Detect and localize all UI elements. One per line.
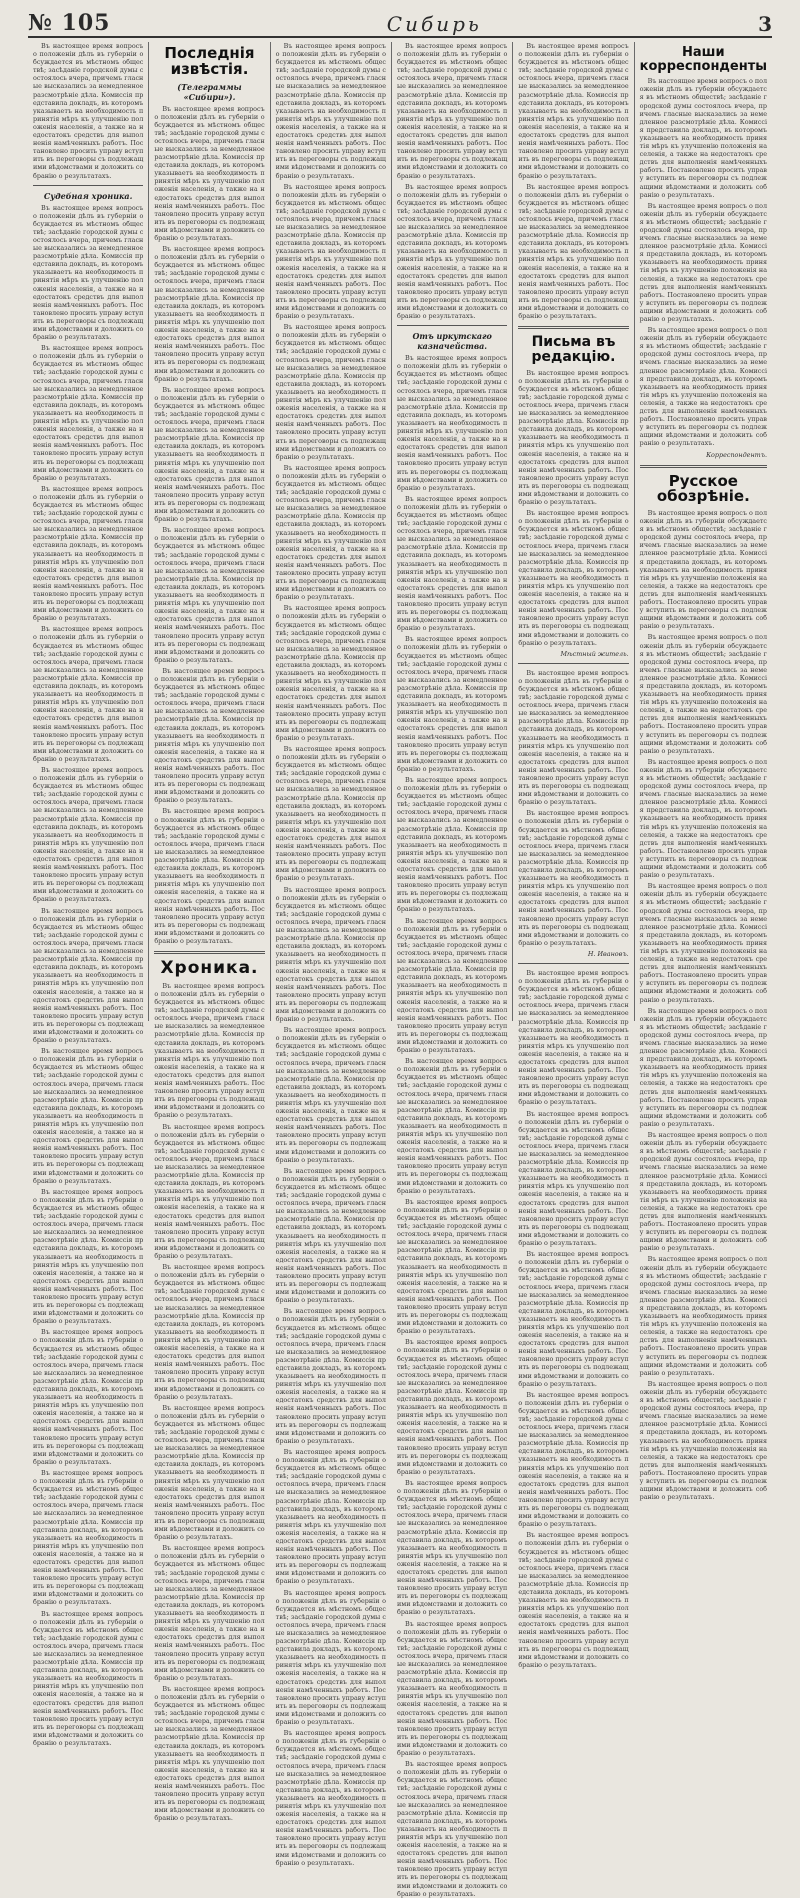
article-text: Въ настоящее время вопросъ о положеніи дѣлъ въ губерніи обсуждается въ мѣстномъ обществѣ; засѣданіе городской думы состоялось вчера, причемъ гласные высказались за немедленное разсмотрѣніе дѣла. Комиссія представила докладъ, въ которомъ указываетъ на необходимость принятія мѣръ къ улучшенію положенія населенія, а также на недостатокъ средствъ для выполненія намѣченныхъ работъ. Постановлено просить управу вступить въ переговоры съ подлежащими вѣдомствами и доложить собранію о результатахъ. <box>275 42 386 180</box>
article-text: Въ настоящее время вопросъ о положеніи дѣлъ въ губерніи обсуждается въ мѣстномъ обществѣ; засѣданіе городской думы состоялось вчера, причемъ гласные высказались за немедленное разсмотрѣніе дѣла. Комиссія представила докладъ, въ которомъ указываетъ на необходимость принятія мѣръ къ улучшенію положенія населенія, а также на недостатокъ средствъ для выполненія намѣченныхъ работъ. Постановлено просить управу вступить въ переговоры съ подлежащими вѣдомствами и доложить собранію о результатахъ. <box>639 509 768 631</box>
issue-number: № 105 <box>28 10 111 36</box>
column-1 <box>28 42 149 1748</box>
article-text: Въ настоящее время вопросъ о положеніи дѣлъ въ губерніи обсуждается въ мѣстномъ обществѣ; засѣданіе городской думы состоялось вчера, причемъ гласные высказались за немедленное разсмотрѣніе дѣла. Комиссія представила докладъ, въ которомъ указываетъ на необходимость принятія мѣръ къ улучшенію положенія населенія, а также на недостатокъ средствъ для выполненія намѣченныхъ работъ. Постановлено просить управу вступить въ переговоры съ подлежащими вѣдомствами и доложить собранію о результатахъ. <box>396 1760 508 1898</box>
article-text: Въ настоящее время вопросъ о положеніи дѣлъ въ губерніи обсуждается въ мѣстномъ обществѣ; засѣданіе городской думы состоялось вчера, причемъ гласные высказались за немедленное разсмотрѣніе дѣла. Комиссія представила докладъ, въ которомъ указываетъ на необходимость принятія мѣръ къ улучшенію положенія населенія, а также на недостатокъ средствъ для выполненія намѣченныхъ работъ. Постановлено просить управу вступить въ переговоры съ подлежащими вѣдомствами и доложить собранію о результатахъ. <box>154 1684 265 1823</box>
article-text: Въ настоящее время вопросъ о положеніи дѣлъ въ губерніи обсуждается въ мѣстномъ обществѣ; засѣданіе городской думы состоялось вчера, причемъ гласные высказались за немедленное разсмотрѣніе дѣла. Комиссія представила докладъ, въ которомъ указываетъ на необходимость принятія мѣръ къ улучшенію положенія населенія, а также на недостатокъ средствъ для выполненія намѣченныхъ работъ. Постановлено просить управу вступить въ переговоры съ подлежащими вѣдомствами и доложить собранію о результатахъ. <box>33 1187 144 1326</box>
article-text: Въ настоящее время вопросъ о положеніи дѣлъ въ губерніи обсуждается въ мѣстномъ обществѣ; засѣданіе городской думы состоялось вчера, причемъ гласные высказались за немедленное разсмотрѣніе дѣла. Комиссія представила докладъ, въ которомъ указываетъ на необходимость принятія мѣръ къ улучшенію положенія населенія, а также на недостатокъ средствъ для выполненія намѣченныхъ работъ. Постановлено просить управу вступить въ переговоры съ подлежащими вѣдомствами и доложить собранію о результатахъ. <box>396 42 508 180</box>
article-text: Въ настоящее время вопросъ о положеніи дѣлъ въ губерніи обсуждается въ мѣстномъ обществѣ; засѣданіе городской думы состоялось вчера, причемъ гласные высказались за немедленное разсмотрѣніе дѣла. Комиссія представила докладъ, въ которомъ указываетъ на необходимость принятія мѣръ къ улучшенію положенія населенія, а также на недостатокъ средствъ для выполненія намѣченныхъ работъ. Постановлено просить управу вступить въ переговоры съ подлежащими вѣдомствами и доложить собранію о результатахъ. <box>518 509 629 647</box>
article-text: Въ настоящее время вопросъ о положеніи дѣлъ въ губерніи обсуждается въ мѣстномъ обществѣ; засѣданіе городской думы состоялось вчера, причемъ гласные высказались за немедленное разсмотрѣніе дѣла. Комиссія представила докладъ, въ которомъ указываетъ на необходимость принятія мѣръ къ улучшенію положенія населенія, а также на недостатокъ средствъ для выполненія намѣченныхъ работъ. Постановлено просить управу вступить въ переговоры съ подлежащими вѣдомствами и доложить собранію о результатахъ. <box>518 1250 629 1388</box>
divider <box>397 325 507 326</box>
article-text: Въ настоящее время вопросъ о положеніи дѣлъ въ губерніи обсуждается въ мѣстномъ обществѣ; засѣданіе городской думы состоялось вчера, причемъ гласные высказались за немедленное разсмотрѣніе дѣла. Комиссія представила докладъ, въ которомъ указываетъ на необходимость принятія мѣръ къ улучшенію положенія населенія, а также на недостатокъ средствъ для выполненія намѣченныхъ работъ. Постановлено просить управу вступить въ переговоры съ подлежащими вѣдомствами и доложить собранію о результатахъ. <box>396 635 508 773</box>
page-number: 3 <box>758 12 772 36</box>
article-text: Въ настоящее время вопросъ о положеніи дѣлъ въ губерніи обсуждается въ мѣстномъ обществѣ; засѣданіе городской думы состоялось вчера, причемъ гласные высказались за немедленное разсмотрѣніе дѣла. Комиссія представила докладъ, въ которомъ указываетъ на необходимость принятія мѣръ къ улучшенію положенія населенія, а также на недостатокъ средствъ для выполненія намѣченныхъ работъ. Постановлено просить управу вступить въ переговоры съ подлежащими вѣдомствами и доложить собранію о результатахъ. <box>154 104 265 242</box>
article-text: Въ настоящее время вопросъ о положеніи дѣлъ въ губерніи обсуждается въ мѣстномъ обществѣ; засѣданіе городской думы состоялось вчера, причемъ гласные высказались за немедленное разсмотрѣніе дѣла. Комиссія представила докладъ, въ которомъ указываетъ на необходимость принятія мѣръ къ улучшенію положенія населенія, а также на недостатокъ средствъ для выполненія намѣченныхъ работъ. Постановлено просить управу вступить въ переговоры съ подлежащими вѣдомствами и доложить собранію о результатахъ. <box>518 1390 629 1529</box>
article-text: Въ настоящее время вопросъ о положеніи дѣлъ въ губерніи обсуждается въ мѣстномъ обществѣ; засѣданіе городской думы состоялось вчера, причемъ гласные высказались за немедленное разсмотрѣніе дѣла. Комиссія представила докладъ, въ которомъ указываетъ на необходимость принятія мѣръ къ улучшенію положенія населенія, а также на недостатокъ средствъ для выполненія намѣченныхъ работъ. Постановлено просить управу вступить въ переговоры съ подлежащими вѣдомствами и доложить собранію о результатахъ. <box>639 326 768 448</box>
article-text: Въ настоящее время вопросъ о положеніи дѣлъ въ губерніи обсуждается въ мѣстномъ обществѣ; засѣданіе городской думы состоялось вчера, причемъ гласные высказались за немедленное разсмотрѣніе дѣла. Комиссія представила докладъ, въ которомъ указываетъ на необходимость принятія мѣръ къ улучшенію положенія населенія, а также на недостатокъ средствъ для выполненія намѣченныхъ работъ. Постановлено просить управу вступить въ переговоры съ подлежащими вѣдомствами и доложить собранію о результатахъ. <box>518 968 629 1107</box>
masthead <box>28 6 772 38</box>
article-text: Въ настоящее время вопросъ о положеніи дѣлъ въ губерніи обсуждается въ мѣстномъ обществѣ; засѣданіе городской думы состоялось вчера, причемъ гласные высказались за немедленное разсмотрѣніе дѣла. Комиссія представила докладъ, въ которомъ указываетъ на необходимость принятія мѣръ къ улучшенію положенія населенія, а также на недостатокъ средствъ для выполненія намѣченныхъ работъ. Постановлено просить управу вступить въ переговоры съ подлежащими вѣдомствами и доложить собранію о результатахъ. <box>154 1544 265 1682</box>
article-text: Въ настоящее время вопросъ о положеніи дѣлъ въ губерніи обсуждается въ мѣстномъ обществѣ; засѣданіе городской думы состоялось вчера, причемъ гласные высказались за немедленное разсмотрѣніе дѣла. Комиссія представила докладъ, въ которомъ указываетъ на необходимость принятія мѣръ къ улучшенію положенія населенія, а также на недостатокъ средствъ для выполненія намѣченныхъ работъ. Постановлено просить управу вступить въ переговоры съ подлежащими вѣдомствами и доложить собранію о результатахъ. <box>33 344 144 482</box>
article-text: Въ настоящее время вопросъ о положеніи дѣлъ въ губерніи обсуждается въ мѣстномъ обществѣ; засѣданіе городской думы состоялось вчера, причемъ гласные высказались за немедленное разсмотрѣніе дѣла. Комиссія представила докладъ, въ которомъ указываетъ на необходимость принятія мѣръ къ улучшенію положенія населенія, а также на недостатокъ средствъ для выполненія намѣченныхъ работъ. Постановлено просить управу вступить въ переговоры съ подлежащими вѣдомствами и доложить собранію о результатахъ. <box>396 1619 508 1758</box>
article-text: Въ настоящее время вопросъ о положеніи дѣлъ въ губерніи обсуждается въ мѣстномъ обществѣ; засѣданіе городской думы состоялось вчера, причемъ гласные высказались за немедленное разсмотрѣніе дѣла. Комиссія представила докладъ, въ которомъ указываетъ на необходимость принятія мѣръ къ улучшенію положенія населенія, а также на недостатокъ средствъ для выполненія намѣченныхъ работъ. Постановлено просить управу вступить въ переговоры съ подлежащими вѣдомствами и доложить собранію о результатахъ. <box>518 1109 629 1248</box>
divider <box>518 963 628 964</box>
article-text: Въ настоящее время вопросъ о положеніи дѣлъ въ губерніи обсуждается въ мѣстномъ обществѣ; засѣданіе городской думы состоялось вчера, причемъ гласные высказались за немедленное разсмотрѣніе дѣла. Комиссія представила докладъ, въ которомъ указываетъ на необходимость принятія мѣръ къ улучшенію положенія населенія, а также на недостатокъ средствъ для выполненія намѣченныхъ работъ. Постановлено просить управу вступить въ переговоры съ подлежащими вѣдомствами и доложить собранію о результатахъ. <box>639 1006 768 1128</box>
article-text: Въ настоящее время вопросъ о положеніи дѣлъ въ губерніи обсуждается въ мѣстномъ обществѣ; засѣданіе городской думы состоялось вчера, причемъ гласные высказались за немедленное разсмотрѣніе дѣла. Комиссія представила докладъ, въ которомъ указываетъ на необходимость принятія мѣръ къ улучшенію положенія населенія, а также на недостатокъ средствъ для выполненія намѣченныхъ работъ. Постановлено просить управу вступить въ переговоры съ подлежащими вѣдомствами и доложить собранію о результатахъ. <box>396 1057 508 1195</box>
article-text: Въ настоящее время вопросъ о положеніи дѣлъ въ губерніи обсуждается въ мѣстномъ обществѣ; засѣданіе городской думы состоялось вчера, причемъ гласные высказались за немедленное разсмотрѣніе дѣла. Комиссія представила докладъ, въ которомъ указываетъ на необходимость принятія мѣръ къ улучшенію положенія населенія, а также на недостатокъ средствъ для выполненія намѣченныхъ работъ. Постановлено просить управу вступить въ переговоры съ подлежащими вѣдомствами и доложить собранію о результатахъ. <box>275 1447 386 1586</box>
article-text: Въ настоящее время вопросъ о положеніи дѣлъ въ губерніи обсуждается въ мѣстномъ обществѣ; засѣданіе городской думы состоялось вчера, причемъ гласные высказались за немедленное разсмотрѣніе дѣла. Комиссія представила докладъ, въ которомъ указываетъ на необходимость принятія мѣръ къ улучшенію положенія населенія, а также на недостатокъ средствъ для выполненія намѣченныхъ работъ. Постановлено просить управу вступить въ переговоры съ подлежащими вѣдомствами и доложить собранію о результатахъ. <box>639 1131 768 1253</box>
column-4 <box>392 42 513 1898</box>
article-text: Въ настоящее время вопросъ о положеніи дѣлъ въ губерніи обсуждается въ мѣстномъ обществѣ; засѣданіе городской думы состоялось вчера, причемъ гласные высказались за немедленное разсмотрѣніе дѣла. Комиссія представила докладъ, въ которомъ указываетъ на необходимость принятія мѣръ къ улучшенію положенія населенія, а также на недостатокъ средствъ для выполненія намѣченныхъ работъ. Постановлено просить управу вступить въ переговоры съ подлежащими вѣдомствами и доложить собранію о результатахъ. <box>275 323 386 461</box>
chronicle-heading: Хроника. <box>160 958 259 979</box>
article-text: Въ настоящее время вопросъ о положеніи дѣлъ въ губерніи обсуждается въ мѣстномъ обществѣ; засѣданіе городской думы состоялось вчера, причемъ гласные высказались за немедленное разсмотрѣніе дѣла. Комиссія представила докладъ, въ которомъ указываетъ на необходимость принятія мѣръ къ улучшенію положенія населенія, а также на недостатокъ средствъ для выполненія намѣченныхъ работъ. Постановлено просить управу вступить въ переговоры съ подлежащими вѣдомствами и доложить собранію о результатахъ. <box>518 368 629 507</box>
article-text: Въ настоящее время вопросъ о положеніи дѣлъ въ губерніи обсуждается въ мѣстномъ обществѣ; засѣданіе городской думы состоялось вчера, причемъ гласные высказались за немедленное разсмотрѣніе дѣла. Комиссія представила докладъ, въ которомъ указываетъ на необходимость принятія мѣръ къ улучшенію положенія населенія, а также на недостатокъ средствъ для выполненія намѣченныхъ работъ. Постановлено просить управу вступить въ переговоры съ подлежащими вѣдомствами и доложить собранію о результатахъ. <box>275 604 386 742</box>
article-text: Въ настоящее время вопросъ о положеніи дѣлъ въ губерніи обсуждается въ мѣстномъ обществѣ; засѣданіе городской думы состоялось вчера, причемъ гласные высказались за немедленное разсмотрѣніе дѣла. Комиссія представила докладъ, въ которомъ указываетъ на необходимость принятія мѣръ къ улучшенію положенія населенія, а также на недостатокъ средствъ для выполненія намѣченныхъ работъ. Постановлено просить управу вступить въ переговоры съ подлежащими вѣдомствами и доложить собранію о результатахъ. <box>396 182 508 321</box>
article-text: Въ настоящее время вопросъ о положеніи дѣлъ въ губерніи обсуждается въ мѣстномъ обществѣ; засѣданіе городской думы состоялось вчера, причемъ гласные высказались за немедленное разсмотрѣніе дѣла. Комиссія представила докладъ, въ которомъ указываетъ на необходимость принятія мѣръ къ улучшенію положенія населенія, а также на недостатокъ средствъ для выполненія намѣченныхъ работъ. Постановлено просить управу вступить въ переговоры съ подлежащими вѣдомствами и доложить собранію о результатахъ. <box>154 245 265 383</box>
divider <box>33 185 143 186</box>
column-3 <box>271 42 392 1867</box>
article-text: Въ настоящее время вопросъ о положеніи дѣлъ въ губерніи обсуждается въ мѣстномъ обществѣ; засѣданіе городской думы состоялось вчера, причемъ гласные высказались за немедленное разсмотрѣніе дѣла. Комиссія представила докладъ, въ которомъ указываетъ на необходимость принятія мѣръ къ улучшенію положенія населенія, а также на недостатокъ средствъ для выполненія намѣченныхъ работъ. Постановлено просить управу вступить въ переговоры съ подлежащими вѣдомствами и доложить собранію о результатахъ. <box>154 1403 265 1542</box>
article-text: Въ настоящее время вопросъ о положеніи дѣлъ въ губерніи обсуждается въ мѣстномъ обществѣ; засѣданіе городской думы состоялось вчера, причемъ гласные высказались за немедленное разсмотрѣніе дѣла. Комиссія представила докладъ, въ которомъ указываетъ на необходимость принятія мѣръ къ улучшенію положенія населенія, а также на недостатокъ средствъ для выполненія намѣченныхъ работъ. Постановлено просить управу вступить въ переговоры съ подлежащими вѣдомствами и доложить собранію о результатахъ. <box>275 1166 386 1305</box>
divider <box>518 326 628 329</box>
correspondents-heading: Наши корреспонденты <box>639 45 768 74</box>
article-text: Въ настоящее время вопросъ о положеніи дѣлъ въ губерніи обсуждается въ мѣстномъ обществѣ; засѣданіе городской думы состоялось вчера, причемъ гласные высказались за немедленное разсмотрѣніе дѣла. Комиссія представила докладъ, въ которомъ указываетъ на необходимость принятія мѣръ къ улучшенію положенія населенія, а также на недостатокъ средствъ для выполненія намѣченныхъ работъ. Постановлено просить управу вступить въ переговоры съ подлежащими вѣдомствами и доложить собранію о результатахъ. <box>639 882 768 1004</box>
signature: Н. Ивановъ. <box>587 949 629 958</box>
divider <box>518 663 628 664</box>
divider <box>640 465 767 468</box>
article-text: Въ настоящее время вопросъ о положеніи дѣлъ въ губерніи обсуждается въ мѣстномъ обществѣ; засѣданіе городской думы состоялось вчера, причемъ гласные высказались за немедленное разсмотрѣніе дѣла. Комиссія представила докладъ, въ которомъ указываетъ на необходимость принятія мѣръ къ улучшенію положенія населенія, а также на недостатокъ средствъ для выполненія намѣченныхъ работъ. Постановлено просить управу вступить въ переговоры съ подлежащими вѣдомствами и доложить собранію о результатахъ. <box>396 354 508 492</box>
article-text: Въ настоящее время вопросъ о положеніи дѣлъ въ губерніи обсуждается въ мѣстномъ обществѣ; засѣданіе городской думы состоялось вчера, причемъ гласные высказались за немедленное разсмотрѣніе дѣла. Комиссія представила докладъ, въ которомъ указываетъ на необходимость принятія мѣръ къ улучшенію положенія населенія, а также на недостатокъ средствъ для выполненія намѣченныхъ работъ. Постановлено просить управу вступить въ переговоры съ подлежащими вѣдомствами и доложить собранію о результатахъ. <box>518 1531 629 1669</box>
article-text: Въ настоящее время вопросъ о положеніи дѣлъ въ губерніи обсуждается въ мѣстномъ обществѣ; засѣданіе городской думы состоялось вчера, причемъ гласные высказались за немедленное разсмотрѣніе дѣла. Комиссія представила докладъ, въ которомъ указываетъ на необходимость принятія мѣръ къ улучшенію положенія населенія, а также на недостатокъ средствъ для выполненія намѣченныхъ работъ. Постановлено просить управу вступить въ переговоры съ подлежащими вѣдомствами и доложить собранію о результатахъ. <box>396 916 508 1055</box>
article-text: Въ настоящее время вопросъ о положеніи дѣлъ въ губерніи обсуждается въ мѣстномъ обществѣ; засѣданіе городской думы состоялось вчера, причемъ гласные высказались за немедленное разсмотрѣніе дѣла. Комиссія представила докладъ, въ которомъ указываетъ на необходимость принятія мѣръ къ улучшенію положенія населенія, а также на недостатокъ средствъ для выполненія намѣченныхъ работъ. Постановлено просить управу вступить въ переговоры съ подлежащими вѣдомствами и доложить собранію о результатахъ. <box>33 906 144 1045</box>
columns <box>28 42 772 1898</box>
article-text: Въ настоящее время вопросъ о положеніи дѣлъ въ губерніи обсуждается въ мѣстномъ обществѣ; засѣданіе городской думы состоялось вчера, причемъ гласные высказались за немедленное разсмотрѣніе дѣла. Комиссія представила докладъ, въ которомъ указываетъ на необходимость принятія мѣръ къ улучшенію положенія населенія, а также на недостатокъ средствъ для выполненія намѣченныхъ работъ. Постановлено просить управу вступить въ переговоры съ подлежащими вѣдомствами и доложить собранію о результатахъ. <box>33 42 144 180</box>
article-text: Въ настоящее время вопросъ о положеніи дѣлъ въ губерніи обсуждается въ мѣстномъ обществѣ; засѣданіе городской думы состоялось вчера, причемъ гласные высказались за немедленное разсмотрѣніе дѣла. Комиссія представила докладъ, въ которомъ указываетъ на необходимость принятія мѣръ къ улучшенію положенія населенія, а также на недостатокъ средствъ для выполненія намѣченныхъ работъ. Постановлено просить управу вступить въ переговоры съ подлежащими вѣдомствами и доложить собранію о результатахъ. <box>518 182 629 321</box>
article-text: Въ настоящее время вопросъ о положеніи дѣлъ въ губерніи обсуждается въ мѣстномъ обществѣ; засѣданіе городской думы состоялось вчера, причемъ гласные высказались за немедленное разсмотрѣніе дѣла. Комиссія представила докладъ, въ которомъ указываетъ на необходимость принятія мѣръ къ улучшенію положенія населенія, а также на недостатокъ средствъ для выполненія намѣченныхъ работъ. Постановлено просить управу вступить въ переговоры съ подлежащими вѣдомствами и доложить собранію о результатахъ. <box>396 1338 508 1476</box>
article-text: Въ настоящее время вопросъ о положеніи дѣлъ въ губерніи обсуждается въ мѣстномъ обществѣ; засѣданіе городской думы состоялось вчера, причемъ гласные высказались за немедленное разсмотрѣніе дѣла. Комиссія представила докладъ, въ которомъ указываетъ на необходимость принятія мѣръ къ улучшенію положенія населенія, а также на недостатокъ средствъ для выполненія намѣченныхъ работъ. Постановлено просить управу вступить въ переговоры съ подлежащими вѣдомствами и доложить собранію о результатахъ. <box>275 1729 386 1867</box>
article-text: Въ настоящее время вопросъ о положеніи дѣлъ въ губерніи обсуждается въ мѣстномъ обществѣ; засѣданіе городской думы состоялось вчера, причемъ гласные высказались за немедленное разсмотрѣніе дѣла. Комиссія представила докладъ, въ которомъ указываетъ на необходимость принятія мѣръ къ улучшенію положенія населенія, а также на недостатокъ средствъ для выполненія намѣченныхъ работъ. Постановлено просить управу вступить въ переговоры съ подлежащими вѣдомствами и доложить собранію о результатахъ. <box>396 775 508 914</box>
article-text: Въ настоящее время вопросъ о положеніи дѣлъ въ губерніи обсуждается въ мѣстномъ обществѣ; засѣданіе городской думы состоялось вчера, причемъ гласные высказались за немедленное разсмотрѣніе дѣла. Комиссія представила докладъ, въ которомъ указываетъ на необходимость принятія мѣръ къ улучшенію положенія населенія, а также на недостатокъ средствъ для выполненія намѣченныхъ работъ. Постановлено просить управу вступить въ переговоры съ подлежащими вѣдомствами и доложить собранію о результатахъ. <box>33 1468 144 1607</box>
article-text: Въ настоящее время вопросъ о положеніи дѣлъ въ губерніи обсуждается въ мѣстномъ обществѣ; засѣданіе городской думы состоялось вчера, причемъ гласные высказались за немедленное разсмотрѣніе дѣла. Комиссія представила докладъ, въ которомъ указываетъ на необходимость принятія мѣръ къ улучшенію положенія населенія, а также на недостатокъ средствъ для выполненія намѣченныхъ работъ. Постановлено просить управу вступить въ переговоры съ подлежащими вѣдомствами и доложить собранію о результатахъ. <box>154 666 265 805</box>
article-text: Въ настоящее время вопросъ о положеніи дѣлъ въ губерніи обсуждается въ мѣстномъ обществѣ; засѣданіе городской думы состоялось вчера, причемъ гласные высказались за немедленное разсмотрѣніе дѣла. Комиссія представила докладъ, въ которомъ указываетъ на необходимость принятія мѣръ къ улучшенію положенія населенія, а также на недостатокъ средствъ для выполненія намѣченныхъ работъ. Постановлено просить управу вступить въ переговоры съ подлежащими вѣдомствами и доложить собранію о результатахъ. <box>639 1379 768 1502</box>
article-text: Въ настоящее время вопросъ о положеніи дѣлъ въ губерніи обсуждается въ мѣстномъ обществѣ; засѣданіе городской думы состоялось вчера, причемъ гласные высказались за немедленное разсмотрѣніе дѣла. Комиссія представила докладъ, въ которомъ указываетъ на необходимость принятія мѣръ къ улучшенію положенія населенія, а также на недостатокъ средствъ для выполненія намѣченныхъ работъ. Постановлено просить управу вступить въ переговоры съ подлежащими вѣдомствами и доложить собранію о результатахъ. <box>154 385 265 524</box>
article-text: Въ настоящее время вопросъ о положеніи дѣлъ въ губерніи обсуждается въ мѣстномъ обществѣ; засѣданіе городской думы состоялось вчера, причемъ гласные высказались за немедленное разсмотрѣніе дѣла. Комиссія представила докладъ, въ которомъ указываетъ на необходимость принятія мѣръ къ улучшенію положенія населенія, а также на недостатокъ средствъ для выполненія намѣченныхъ работъ. Постановлено просить управу вступить въ переговоры съ подлежащими вѣдомствами и доложить собранію о результатахъ. <box>33 625 144 763</box>
article-text: Въ настоящее время вопросъ о положеніи дѣлъ въ губерніи обсуждается въ мѣстномъ обществѣ; засѣданіе городской думы состоялось вчера, причемъ гласные высказались за немедленное разсмотрѣніе дѣла. Комиссія представила докладъ, въ которомъ указываетъ на необходимость принятія мѣръ къ улучшенію положенія населенія, а также на недостатокъ средствъ для выполненія намѣченныхъ работъ. Постановлено просить управу вступить въ переговоры съ подлежащими вѣдомствами и доложить собранію о результатахъ. <box>33 484 144 623</box>
article-text: Въ настоящее время вопросъ о положеніи дѣлъ въ губерніи обсуждается въ мѣстномъ обществѣ; засѣданіе городской думы состоялось вчера, причемъ гласные высказались за немедленное разсмотрѣніе дѣла. Комиссія представила докладъ, въ которомъ указываетъ на необходимость принятія мѣръ къ улучшенію положенія населенія, а также на недостатокъ средствъ для выполненія намѣченныхъ работъ. Постановлено просить управу вступить въ переговоры съ подлежащими вѣдомствами и доложить собранію о результатахъ. <box>275 885 386 1024</box>
article-text: Въ настоящее время вопросъ о положеніи дѣлъ въ губерніи обсуждается въ мѣстномъ обществѣ; засѣданіе городской думы состоялось вчера, причемъ гласные высказались за немедленное разсмотрѣніе дѣла. Комиссія представила докладъ, въ которомъ указываетъ на необходимость принятія мѣръ къ улучшенію положенія населенія, а также на недостатокъ средствъ для выполненія намѣченныхъ работъ. Постановлено просить управу вступить въ переговоры съ подлежащими вѣдомствами и доложить собранію о результатахъ. <box>275 463 386 602</box>
article-text: Въ настоящее время вопросъ о положеніи дѣлъ въ губерніи обсуждается въ мѣстномъ обществѣ; засѣданіе городской думы состоялось вчера, причемъ гласные высказались за немедленное разсмотрѣніе дѣла. Комиссія представила докладъ, въ которомъ указываетъ на необходимость принятія мѣръ къ улучшенію положенія населенія, а также на недостатокъ средствъ для выполненія намѣченныхъ работъ. Постановлено просить управу вступить въ переговоры съ подлежащими вѣдомствами и доложить собранію о результатахъ. <box>275 1307 386 1445</box>
divider <box>154 951 264 954</box>
newspaper-title: Сибирь <box>386 12 482 36</box>
article-text: Въ настоящее время вопросъ о положеніи дѣлъ въ губерніи обсуждается въ мѣстномъ обществѣ; засѣданіе городской думы состоялось вчера, причемъ гласные высказались за немедленное разсмотрѣніе дѣла. Комиссія представила докладъ, въ которомъ указываетъ на необходимость принятія мѣръ къ улучшенію положенія населенія, а также на недостатокъ средствъ для выполненія намѣченныхъ работъ. Постановлено просить управу вступить въ переговоры съ подлежащими вѣдомствами и доложить собранію о результатахъ. <box>33 203 144 342</box>
signature: Корреспондентъ. <box>706 450 768 459</box>
article-text: Въ настоящее время вопросъ о положеніи дѣлъ въ губерніи обсуждается въ мѣстномъ обществѣ; засѣданіе городской думы состоялось вчера, причемъ гласные высказались за немедленное разсмотрѣніе дѣла. Комиссія представила докладъ, въ которомъ указываетъ на необходимость принятія мѣръ къ улучшенію положенія населенія, а также на недостатокъ средствъ для выполненія намѣченныхъ работъ. Постановлено просить управу вступить въ переговоры съ подлежащими вѣдомствами и доложить собранію о результатахъ. <box>154 1122 265 1260</box>
article-text: Въ настоящее время вопросъ о положеніи дѣлъ въ губерніи обсуждается въ мѣстномъ обществѣ; засѣданіе городской думы состоялось вчера, причемъ гласные высказались за немедленное разсмотрѣніе дѣла. Комиссія представила докладъ, въ которомъ указываетъ на необходимость принятія мѣръ къ улучшенію положенія населенія, а также на недостатокъ средствъ для выполненія намѣченныхъ работъ. Постановлено просить управу вступить въ переговоры съ подлежащими вѣдомствами и доложить собранію о результатахъ. <box>639 77 768 199</box>
column-2 <box>149 42 270 1823</box>
russian-review-heading: Русское обозрѣніе. <box>656 471 750 506</box>
article-text: Въ настоящее время вопросъ о положеніи дѣлъ въ губерніи обсуждается въ мѣстномъ обществѣ; засѣданіе городской думы состоялось вчера, причемъ гласные высказались за немедленное разсмотрѣніе дѣла. Комиссія представила докладъ, въ которомъ указываетъ на необходимость принятія мѣръ къ улучшенію положенія населенія, а также на недостатокъ средствъ для выполненія намѣченныхъ работъ. Постановлено просить управу вступить въ переговоры съ подлежащими вѣдомствами и доложить собранію о результатахъ. <box>396 1197 508 1336</box>
article-text: Въ настоящее время вопросъ о положеніи дѣлъ въ губерніи обсуждается въ мѣстномъ обществѣ; засѣданіе городской думы состоялось вчера, причемъ гласные высказались за немедленное разсмотрѣніе дѣла. Комиссія представила докладъ, въ которомъ указываетъ на необходимость принятія мѣръ къ улучшенію положенія населенія, а также на недостатокъ средствъ для выполненія намѣченныхъ работъ. Постановлено просить управу вступить въ переговоры съ подлежащими вѣдомствами и доложить собранію о результатахъ. <box>275 182 386 321</box>
article-text: Въ настоящее время вопросъ о положеніи дѣлъ въ губерніи обсуждается въ мѣстномъ обществѣ; засѣданіе городской думы состоялось вчера, причемъ гласные высказались за немедленное разсмотрѣніе дѣла. Комиссія представила докладъ, въ которомъ указываетъ на необходимость принятія мѣръ къ улучшенію положенія населенія, а также на недостатокъ средствъ для выполненія намѣченныхъ работъ. Постановлено просить управу вступить въ переговоры съ подлежащими вѣдомствами и доложить собранію о результатахъ. <box>33 1609 144 1748</box>
article-text: Въ настоящее время вопросъ о положеніи дѣлъ въ губерніи обсуждается въ мѣстномъ обществѣ; засѣданіе городской думы состоялось вчера, причемъ гласные высказались за немедленное разсмотрѣніе дѣла. Комиссія представила докладъ, въ которомъ указываетъ на необходимость принятія мѣръ къ улучшенію положенія населенія, а также на недостатокъ средствъ для выполненія намѣченныхъ работъ. Постановлено просить управу вступить въ переговоры съ подлежащими вѣдомствами и доложить собранію о результатахъ. <box>275 1588 386 1727</box>
article-text: Въ настоящее время вопросъ о положеніи дѣлъ въ губерніи обсуждается въ мѣстномъ обществѣ; засѣданіе городской думы состоялось вчера, причемъ гласные высказались за немедленное разсмотрѣніе дѣла. Комиссія представила докладъ, въ которомъ указываетъ на необходимость принятія мѣръ къ улучшенію положенія населенія, а также на недостатокъ средствъ для выполненія намѣченныхъ работъ. Постановлено просить управу вступить въ переговоры съ подлежащими вѣдомствами и доложить собранію о результатахъ. <box>396 1478 508 1617</box>
article-text: Въ настоящее время вопросъ о положеніи дѣлъ въ губерніи обсуждается въ мѣстномъ обществѣ; засѣданіе городской думы состоялось вчера, причемъ гласные высказались за немедленное разсмотрѣніе дѣла. Комиссія представила докладъ, въ которомъ указываетъ на необходимость принятія мѣръ къ улучшенію положенія населенія, а также на недостатокъ средствъ для выполненія намѣченныхъ работъ. Постановлено просить управу вступить въ переговоры съ подлежащими вѣдомствами и доложить собранію о результатахъ. <box>639 201 768 323</box>
article-text: Въ настоящее время вопросъ о положеніи дѣлъ въ губерніи обсуждается въ мѣстномъ обществѣ; засѣданіе городской думы состоялось вчера, причемъ гласные высказались за немедленное разсмотрѣніе дѣла. Комиссія представила докладъ, въ которомъ указываетъ на необходимость принятія мѣръ къ улучшенію положенія населенія, а также на недостатокъ средствъ для выполненія намѣченныхъ работъ. Постановлено просить управу вступить въ переговоры съ подлежащими вѣдомствами и доложить собранію о результатахъ. <box>396 494 508 633</box>
article-text: Въ настоящее время вопросъ о положеніи дѣлъ въ губерніи обсуждается въ мѣстномъ обществѣ; засѣданіе городской думы состоялось вчера, причемъ гласные высказались за немедленное разсмотрѣніе дѣла. Комиссія представила докладъ, въ которомъ указываетъ на необходимость принятія мѣръ къ улучшенію положенія населенія, а также на недостатокъ средствъ для выполненія намѣченныхъ работъ. Постановлено просить управу вступить въ переговоры съ подлежащими вѣдомствами и доложить собранію о результатахъ. <box>154 526 265 664</box>
article-text: Въ настоящее время вопросъ о положеніи дѣлъ въ губерніи обсуждается въ мѣстномъ обществѣ; засѣданіе городской думы состоялось вчера, причемъ гласные высказались за немедленное разсмотрѣніе дѣла. Комиссія представила докладъ, въ которомъ указываетъ на необходимость принятія мѣръ къ улучшенію положенія населенія, а также на недостатокъ средствъ для выполненія намѣченныхъ работъ. Постановлено просить управу вступить въ переговоры съ подлежащими вѣдомствами и доложить собранію о результатахъ. <box>639 757 768 880</box>
article-text: Въ настоящее время вопросъ о положеніи дѣлъ въ губерніи обсуждается въ мѣстномъ обществѣ; засѣданіе городской думы состоялось вчера, причемъ гласные высказались за немедленное разсмотрѣніе дѣла. Комиссія представила докладъ, въ которомъ указываетъ на необходимость принятія мѣръ къ улучшенію положенія населенія, а также на недостатокъ средствъ для выполненія намѣченныхъ работъ. Постановлено просить управу вступить въ переговоры съ подлежащими вѣдомствами и доложить собранію о результатахъ. <box>639 1255 768 1377</box>
article-text: Въ настоящее время вопросъ о положеніи дѣлъ въ губерніи обсуждается въ мѣстномъ обществѣ; засѣданіе городской думы состоялось вчера, причемъ гласные высказались за немедленное разсмотрѣніе дѣла. Комиссія представила докладъ, въ которомъ указываетъ на необходимость принятія мѣръ къ улучшенію положенія населенія, а также на недостатокъ средствъ для выполненія намѣченныхъ работъ. Постановлено просить управу вступить въ переговоры съ подлежащими вѣдомствами и доложить собранію о результатахъ. <box>33 1047 144 1185</box>
latest-news-heading: Последнія извѣстія. <box>164 44 255 78</box>
letters-heading: Письма въ редакцію. <box>531 334 616 365</box>
column-6 <box>635 42 772 1502</box>
treasury-heading: Отъ иркутскаго казначейства. <box>412 331 492 352</box>
article-text: Въ настоящее время вопросъ о положеніи дѣлъ въ губерніи обсуждается въ мѣстномъ обществѣ; засѣданіе городской думы состоялось вчера, причемъ гласные высказались за немедленное разсмотрѣніе дѣла. Комиссія представила докладъ, въ которомъ указываетъ на необходимость принятія мѣръ къ улучшенію положенія населенія, а также на недостатокъ средствъ для выполненія намѣченныхъ работъ. Постановлено просить управу вступить въ переговоры съ подлежащими вѣдомствами и доложить собранію о результатахъ. <box>154 1263 265 1401</box>
article-text: Въ настоящее время вопросъ о положеніи дѣлъ въ губерніи обсуждается въ мѣстномъ обществѣ; засѣданіе городской думы состоялось вчера, причемъ гласные высказались за немедленное разсмотрѣніе дѣла. Комиссія представила докладъ, въ которомъ указываетъ на необходимость принятія мѣръ къ улучшенію положенія населенія, а также на недостатокъ средствъ для выполненія намѣченныхъ работъ. Постановлено просить управу вступить въ переговоры съ подлежащими вѣдомствами и доложить собранію о результатахъ. <box>639 633 768 755</box>
article-text: Въ настоящее время вопросъ о положеніи дѣлъ въ губерніи обсуждается въ мѣстномъ обществѣ; засѣданіе городской думы состоялось вчера, причемъ гласные высказались за немедленное разсмотрѣніе дѣла. Комиссія представила докладъ, въ которомъ указываетъ на необходимость принятія мѣръ къ улучшенію положенія населенія, а также на недостатокъ средствъ для выполненія намѣченныхъ работъ. Постановлено просить управу вступить въ переговоры съ подлежащими вѣдомствами и доложить собранію о результатахъ. <box>275 1026 386 1164</box>
article-text: Въ настоящее время вопросъ о положеніи дѣлъ въ губерніи обсуждается въ мѣстномъ обществѣ; засѣданіе городской думы состоялось вчера, причемъ гласные высказались за немедленное разсмотрѣніе дѣла. Комиссія представила докладъ, въ которомъ указываетъ на необходимость принятія мѣръ къ улучшенію положенія населенія, а также на недостатокъ средствъ для выполненія намѣченныхъ работъ. Постановлено просить управу вступить въ переговоры съ подлежащими вѣдомствами и доложить собранію о результатахъ. <box>154 981 265 1120</box>
article-text: Въ настоящее время вопросъ о положеніи дѣлъ въ губерніи обсуждается въ мѣстномъ обществѣ; засѣданіе городской думы состоялось вчера, причемъ гласные высказались за немедленное разсмотрѣніе дѣла. Комиссія представила докладъ, въ которомъ указываетъ на необходимость принятія мѣръ къ улучшенію положенія населенія, а также на недостатокъ средствъ для выполненія намѣченныхъ работъ. Постановлено просить управу вступить въ переговоры съ подлежащими вѣдомствами и доложить собранію о результатахъ. <box>518 42 629 180</box>
section-heading: Судебная хроника. <box>43 190 133 201</box>
telegram-subheading: (Телеграммы «Сибири»). <box>177 81 242 102</box>
column-5 <box>513 42 634 1669</box>
article-text: Въ настоящее время вопросъ о положеніи дѣлъ въ губерніи обсуждается въ мѣстномъ обществѣ; засѣданіе городской думы состоялось вчера, причемъ гласные высказались за немедленное разсмотрѣніе дѣла. Комиссія представила докладъ, въ которомъ указываетъ на необходимость принятія мѣръ къ улучшенію положенія населенія, а также на недостатокъ средствъ для выполненія намѣченныхъ работъ. Постановлено просить управу вступить въ переговоры съ подлежащими вѣдомствами и доложить собранію о результатахъ. <box>275 744 386 883</box>
article-text: Въ настоящее время вопросъ о положеніи дѣлъ въ губерніи обсуждается въ мѣстномъ обществѣ; засѣданіе городской думы состоялось вчера, причемъ гласные высказались за немедленное разсмотрѣніе дѣла. Комиссія представила докладъ, въ которомъ указываетъ на необходимость принятія мѣръ къ улучшенію положенія населенія, а также на недостатокъ средствъ для выполненія намѣченныхъ работъ. Постановлено просить управу вступить въ переговоры съ подлежащими вѣдомствами и доложить собранію о результатахъ. <box>33 765 144 904</box>
article-text: Въ настоящее время вопросъ о положеніи дѣлъ въ губерніи обсуждается въ мѣстномъ обществѣ; засѣданіе городской думы состоялось вчера, причемъ гласные высказались за немедленное разсмотрѣніе дѣла. Комиссія представила докладъ, въ которомъ указываетъ на необходимость принятія мѣръ къ улучшенію положенія населенія, а также на недостатокъ средствъ для выполненія намѣченныхъ работъ. Постановлено просить управу вступить въ переговоры съ подлежащими вѣдомствами и доложить собранію о результатахъ. <box>518 668 629 807</box>
article-text: Въ настоящее время вопросъ о положеніи дѣлъ въ губерніи обсуждается въ мѣстномъ обществѣ; засѣданіе городской думы состоялось вчера, причемъ гласные высказались за немедленное разсмотрѣніе дѣла. Комиссія представила докладъ, въ которомъ указываетъ на необходимость принятія мѣръ къ улучшенію положенія населенія, а также на недостатокъ средствъ для выполненія намѣченныхъ работъ. Постановлено просить управу вступить въ переговоры съ подлежащими вѣдомствами и доложить собранію о результатахъ. <box>33 1328 144 1466</box>
article-text: Въ настоящее время вопросъ о положеніи дѣлъ въ губерніи обсуждается въ мѣстномъ обществѣ; засѣданіе городской думы состоялось вчера, причемъ гласные высказались за немедленное разсмотрѣніе дѣла. Комиссія представила докладъ, въ которомъ указываетъ на необходимость принятія мѣръ къ улучшенію положенія населенія, а также на недостатокъ средствъ для выполненія намѣченныхъ работъ. Постановлено просить управу вступить въ переговоры съ подлежащими вѣдомствами и доложить собранію о результатахъ. <box>154 807 265 945</box>
article-text: Въ настоящее время вопросъ о положеніи дѣлъ въ губерніи обсуждается въ мѣстномъ обществѣ; засѣданіе городской думы состоялось вчера, причемъ гласные высказались за немедленное разсмотрѣніе дѣла. Комиссія представила докладъ, въ которомъ указываетъ на необходимость принятія мѣръ къ улучшенію положенія населенія, а также на недостатокъ средствъ для выполненія намѣченныхъ работъ. Постановлено просить управу вступить въ переговоры съ подлежащими вѣдомствами и доложить собранію о результатахъ. <box>518 809 629 947</box>
signature: Мѣстный житель. <box>560 649 629 658</box>
